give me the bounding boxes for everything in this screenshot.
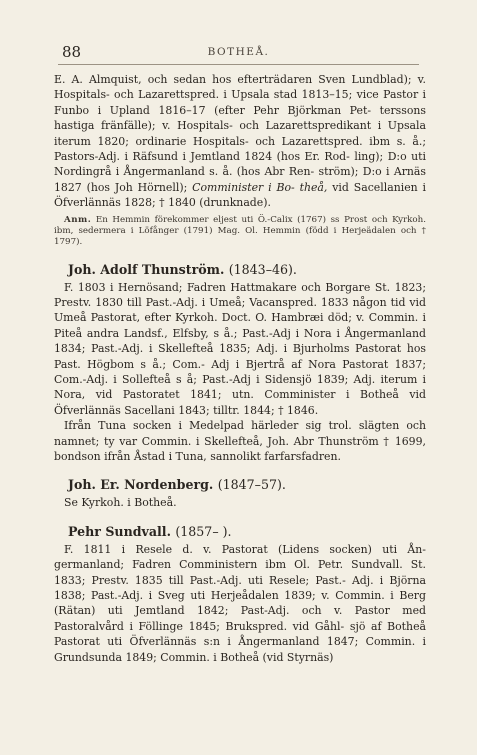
text-line: terssons hastiga fränfälle); v. Hospitals- och Lazarettspredikant (54, 103, 426, 133)
text-line: namnet; ty var Commin. i Skellefteå, Joh. Abr Thunström † (54, 434, 391, 448)
text-line: vid Sacellanien i Öfverlännäs 1828; † 1840 (54, 180, 426, 210)
entry-name: Joh. Adolf Thunström. (68, 261, 225, 277)
text-line: 1835; Adj. i Bjurholms Pastorat hos Past. Högbom s å.; Com.- (54, 342, 426, 371)
text-line: v. Commin. i Berg (Rätan) uti Jemtland 1842; Past-Adj. och v. (54, 589, 426, 618)
text-line: 1699, bondson ifrån Åstad i Tuna, sannolikt farfarsfadren. (54, 434, 426, 464)
text-line: F. 1811 i Resele d. v. Pastorat (Lidens socken) uti Ån- (64, 542, 426, 556)
text-line: St. 1823; Prestv. 1830 till Past.-Adj. i Umeå; Vacanspred. (54, 280, 426, 309)
text-line: Past.-Adj i Nora i Ångermanland 1834; Past.-Adj. i Skellefteå (54, 326, 427, 356)
text-line: ström); D:o i Arnäs 1827 (hos Joh Hörnell); (54, 165, 426, 194)
entry-paragraph (54, 542, 426, 665)
text-line: (drunknade). (199, 196, 271, 210)
entry-paragraph (54, 418, 426, 464)
footnote-line: ibm, sedermera i Löfånger (1791) Mag. Ol. Hemmin (född i Herjeädalen och † 1797). (54, 225, 426, 248)
entry-heading (68, 477, 426, 493)
text-line: Adj. i Björna 1838; Past.-Adj. i Sveg uti Herjeådalen 1839; (54, 573, 427, 603)
entry-name: Pehr Sundvall. (68, 523, 171, 539)
entry-dates: (1843–46). (228, 261, 297, 277)
entry-paragraph (54, 280, 426, 419)
footnote-label: Anm. (64, 214, 92, 225)
italic-text: theå, (299, 180, 328, 194)
entry-name: Joh. Er. Nordenberg. (68, 477, 214, 493)
page-number: 88 (62, 43, 82, 61)
text-line: F. 1803 i Hernösand; Fadren Hattmakare och Borgare (64, 280, 371, 294)
running-title: BOTHEÅ. (207, 46, 270, 58)
text-line: St. 1833; Prestv. 1835 till Past.-Adj. uti Resele; Past.- (54, 558, 426, 587)
entry-dates: (1857– ). (175, 523, 232, 539)
page-body (54, 72, 426, 665)
text-line: 1833 någon tid vid Umeå Pastorat, efter Kyrkoh. Doct. O. (54, 295, 426, 325)
text-line: sjö af Botheå Pastorat uti Öfverlännäs s:n i Ångermanland 1847; (54, 619, 427, 649)
header-rule (58, 64, 419, 65)
text-line: Se Kyrkoh. i Botheå. (64, 496, 177, 510)
text-line: Pastor med Pastoralvård i Föllinge 1845; Brukspred. vid Gåhl- (54, 604, 426, 633)
text-line: Commin. i Grundsunda 1849; Commin. i Botheå (vid Styrnäs) (54, 635, 427, 664)
text-line: i Upsala iterum 1820; ordinarie Hospitals- och Lazarettspred. (54, 119, 427, 148)
text-line: Ifrån Tuna socken i Medelpad härleder sig trol. slägten och (64, 419, 426, 433)
text-line: Adj i Bjertrå af Nora Pastorat 1837; Com.-Adj. i Sollefteå s å; (54, 357, 426, 386)
entry-heading (68, 262, 426, 278)
intro-paragraph (54, 72, 426, 211)
text-line: ling); D:o uti Nordingrå i Ångermanland s. å. (hos Abr Ren- (54, 150, 427, 179)
footnote (54, 215, 426, 249)
text-line: ibm s. å.; Pastors-Adj. i Räfsund i Jemtland 1824 (hos Er. Rod- (54, 134, 426, 164)
text-line: v. Hospitals- och Lazarettspred. i Upsala stad 1813–15; vice (54, 73, 426, 102)
text-line: 1841; utn. Comminister i Botheå vid Öfverlännäs Sacellani 1843; (54, 388, 426, 417)
entry-dates: (1847–57). (217, 477, 286, 493)
text-line: E. A. Almquist, och sedan hos efterträdaren Sven Lundblad); (54, 73, 412, 86)
text-line: Past.-Adj i Sidensjö 1839; Adj. iterum i Nora, vid Pastoratet (54, 372, 427, 402)
text-line: Pastor i Funbo i Upland 1816–17 (efter Pehr Björkman Pet- (54, 88, 426, 117)
entry-heading (68, 524, 426, 540)
text-line: Hambræi död; v. Commin. i Piteå andra Landsf., Elfsby, s å.; (54, 311, 426, 340)
text-line: tilltr. 1844; † 1846. (213, 403, 319, 417)
italic-text: Comminister i Bo- (192, 180, 295, 194)
entry-paragraph (54, 495, 426, 510)
page-header (0, 40, 477, 64)
footnote-line: En Hemmin förekommer eljest uti Ö.-Calix (1767) ss Prost och Kyrkoh. (95, 214, 426, 225)
text-line: germanland; Fadren Comministern ibm Ol. Petr. Sundvall. (54, 558, 403, 572)
